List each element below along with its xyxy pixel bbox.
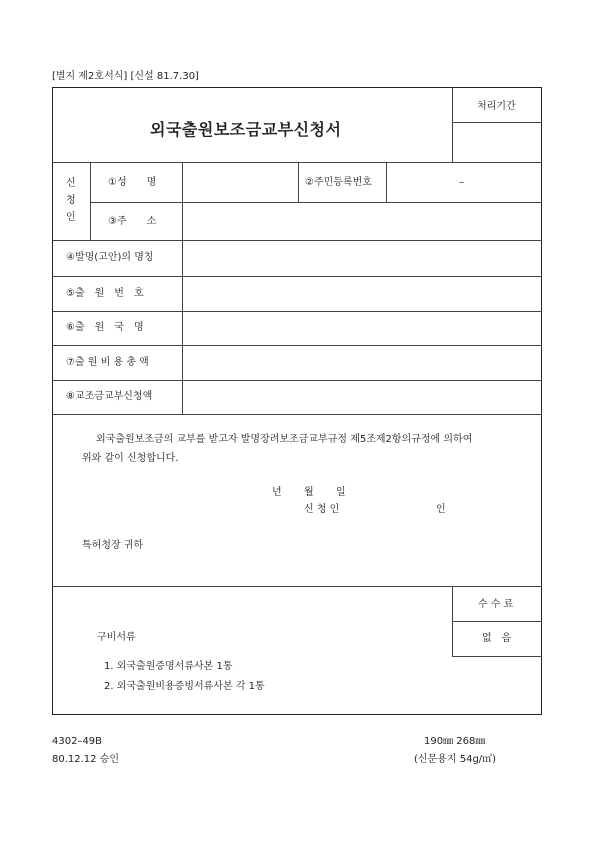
approval-date: 80.12.12 승인 [52,754,120,765]
applicant-group-char: 인 [66,212,76,223]
document-item: 1. 외국출원증명서류사본 1통 [104,661,233,672]
divider [452,621,542,622]
document-item: 2. 외국출원비용증빙서류사본 각 1통 [104,681,265,692]
divider [52,414,542,415]
processing-period-label: 처리기간 [477,101,516,112]
seal-label: 인 [436,504,446,515]
fee-value: 없 음 [482,633,512,644]
applicant-sign-field[interactable] [350,500,430,518]
date-month-label: 월 [304,487,314,498]
address-label: ③주 소 [108,216,157,227]
applicant-sign-label: 신 청 인 [304,504,340,515]
processing-period-field[interactable] [453,123,541,161]
fee-label: 수 수 료 [478,599,514,610]
form-number: 4302–49B [52,736,103,747]
statement-line-2: 위와 같이 신청합니다. [82,453,179,464]
name-field[interactable] [183,163,297,201]
page-title: 외국출원보조금교부신청서 [150,120,342,139]
subsidy-requested-label: ⑧교조금교부신청액 [66,391,153,402]
total-filing-cost-label: ⑦출 원 비 용 총 액 [66,357,149,368]
paper-size: 190㎜ 268㎜ [424,736,486,747]
paper-type: (신문용지 54g/㎡) [414,754,497,765]
total-filing-cost-field[interactable] [183,346,541,379]
statement-line-1: 외국출원보조금의 교부를 받고자 발명장려보조금교부규정 제5조제2항의규정에 의하여 [96,434,473,445]
form-header: [별지 제2호서식] [신설 81.7.30] [52,71,199,82]
divider [298,162,299,202]
addressee: 특허청장 귀하 [82,540,144,551]
filing-country-label: ⑥출 원 국 명 [66,322,144,333]
resident-no-label: ②주민등록번호 [305,177,372,188]
documents-label: 구비서류 [97,632,136,643]
divider [452,656,542,657]
subsidy-requested-field[interactable] [183,381,541,413]
resident-no-field[interactable] [387,163,541,201]
divider [452,586,453,656]
invention-title-label: ④발명(고안)의 명칭 [66,252,154,263]
name-label: ①성 명 [108,177,157,188]
divider [90,162,91,240]
applicant-group-char: 청 [66,195,76,206]
invention-title-field[interactable] [183,241,541,275]
address-field[interactable] [183,203,541,239]
applicant-group-char: 신 [66,178,76,189]
date-day-label: 일 [336,487,346,498]
divider [52,586,542,587]
filing-country-field[interactable] [183,312,541,344]
date-year-label: 년 [272,487,282,498]
resident-no-separator: – [459,177,464,188]
application-number-field[interactable] [183,277,541,310]
application-number-label: ⑤출 원 번 호 [66,288,144,299]
